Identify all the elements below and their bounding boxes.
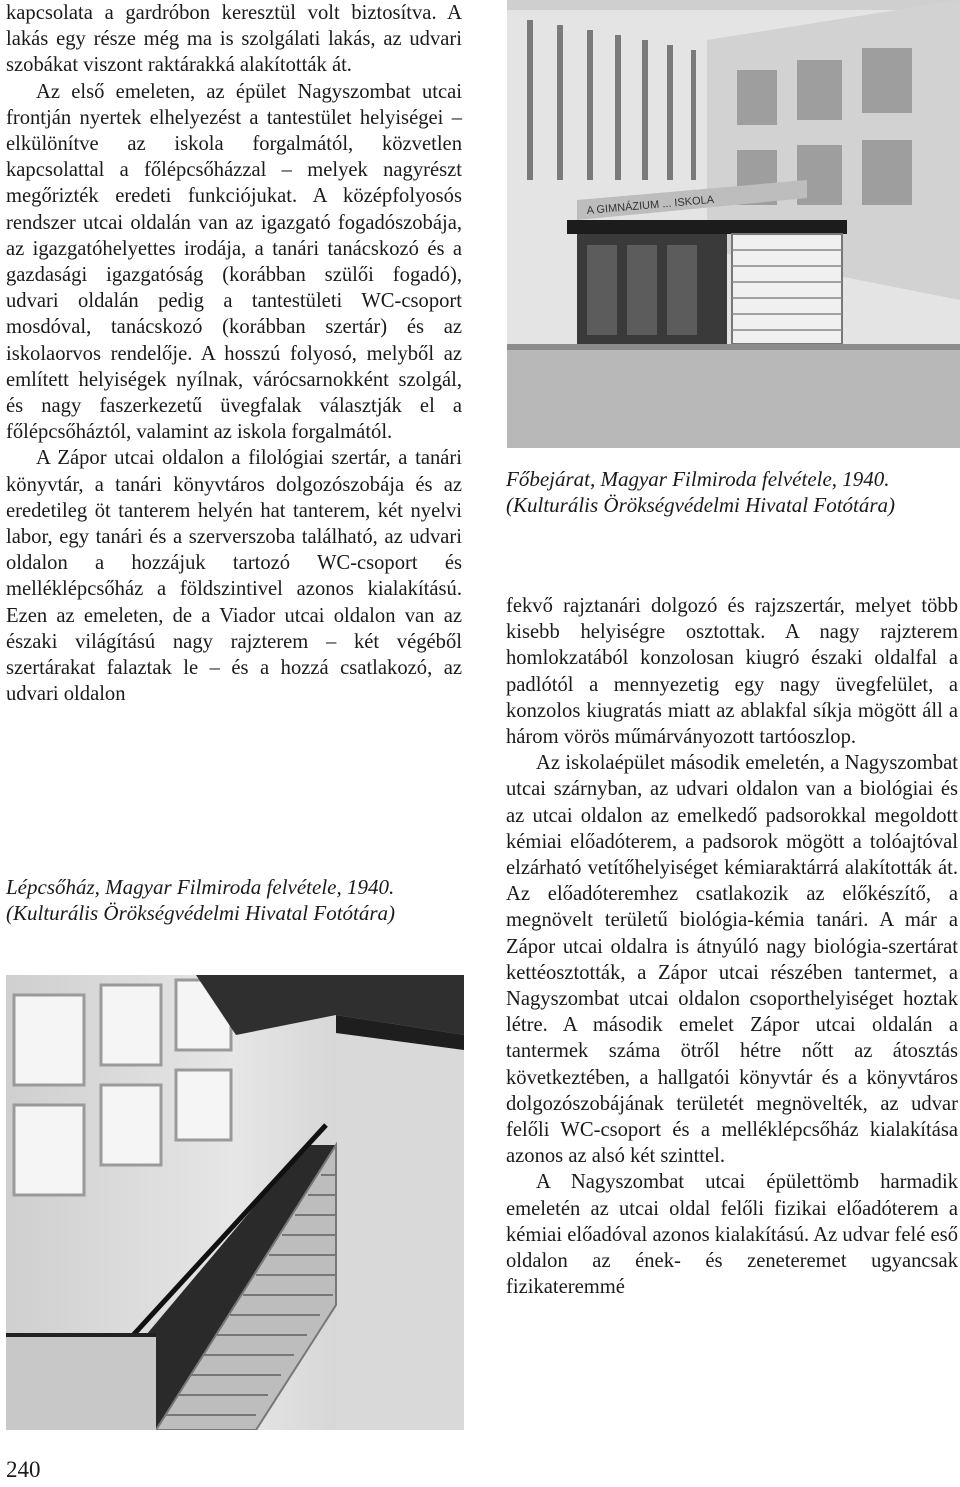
left-column-text: [6, 0, 462, 707]
right-paragraph-3: A Nagyszombat utcai épülettömb harmadik emeletén az utcai oldal felőli fizikai előadóterem a kémiai előadóval azonos kialakítású. Az udvar felé eső oldalon az ének- és zeneteremet ugyancsak fizikateremmé: [506, 1171, 958, 1299]
right-paragraph-1: fekvő rajztanári dolgozó és rajzszertár, melyet több kisebb helyiségre osztottak. A nagy rajzterem homlokzatából konzolosan kiugró északi oldalfal a padlótól a mennyezetig egy nagy üvegfelület, a konzolos kiugratás miatt az ablakfal síkja mögött áll a három vörös műmárványozott tartóoszlop.: [506, 595, 958, 749]
entrance-photo: [507, 0, 960, 448]
right-column-text: [506, 593, 958, 1300]
entrance-caption: Főbejárat, Magyar Filmiroda felvétele, 1940. (Kulturális Örökségvédelmi Hivatal Fotótára): [506, 467, 896, 517]
left-paragraph-3: A Zápor utcai oldalon a filológiai szertár, a tanári könyvtár, a tanári könyvtáros dolgozószobája és az eredetileg öt tanterem helyén hat tanterem, két nyelvi labor, egy tanári és a szerverszoba található, az udvari oldalon a hozzájuk tartozó WC-csoport és melléklépcsőház a földszintivel azonos kialakítású. Ezen az emeleten, de a Viador utcai oldalon van az északi világítású nagy rajzterem – két végéből szertárakat falaztak le – és a hozzá csatlakozó, az udvari oldalon: [6, 447, 462, 706]
staircase-caption: Lépcsőház, Magyar Filmiroda felvétele, 1940. (Kulturális Örökségvédelmi Hivatal Fotótára): [6, 875, 396, 925]
building-sign-text: A GIMNÁZIUM ... ISKOLA: [586, 193, 715, 217]
staircase-illustration: [6, 975, 464, 1430]
right-paragraph-2: Az iskolaépület második emeletén, a Nagyszombat utcai szárnyban, az udvari oldalon van a biológiai és az utcai oldalon az emelkedő padsorokkal megoldott kémiai előadóterem, a padsorok mögött a tolóajtóval elzárható vetítőhelyiséget kémiaraktárrá alakították át. Az előadóteremhez csatlakozik az előkészítő, a megnövelt területű biológia-kémia tanári. A már a Zápor utcai oldalra is átnyúló nagy biológia-szertárat kettéosztották, a Zápor utcai részében tantermet, a Nagyszombat utcai oldalon csoporthelyiséget hoztak létre. A második emelet Zápor utcai oldalán a tantermek száma ötről hétre nőtt az átosztás következtében, a hallgatói könyvtár és a könyvtáros dolgozószobájának területét megnövelték, az udvar felőli WC-csoport és a melléklépcsőház kialakítása azonos az alsó két szinttel.: [506, 752, 958, 1168]
left-paragraph-2: Az első emeleten, az épület Nagyszombat utcai frontján nyertek elhelyezést a tantestület helyiségei – elkülönítve az iskola forgalmától, közvetlen kapcsolattal a főlépcsőházzal – melyek nagyrészt megőrizték eredeti funkciójukat. A középfolyosós rendszer utcai oldalán van az igazgató fogadószobája, az igazgatóhelyettes irodája, a tanári tanácskozó és a gazdasági igazgatóság (korábban szülői fogadó), udvari oldalán pedig a tantestületi WC-csoport mosdóval, tanácskozó (korábban szertár) és az iskolaorvos rendelője. A hosszú folyosó, melyből az említett helyiségek nyílnak, várócsarnokként szolgál, és nagy faszerkezetű üvegfalak választják el a főlépcsőháztól, valamint az iskola forgalmától.: [6, 80, 462, 444]
left-paragraph-1: kapcsolata a gardróbon keresztül volt biztosítva. A lakás egy része még ma is szolgálati lakás, az udvari szobákat viszont raktárakká alakították át.: [6, 2, 462, 77]
staircase-photo: [6, 975, 464, 1430]
entrance-illustration: [507, 0, 960, 448]
page-number: 240: [6, 1457, 41, 1482]
